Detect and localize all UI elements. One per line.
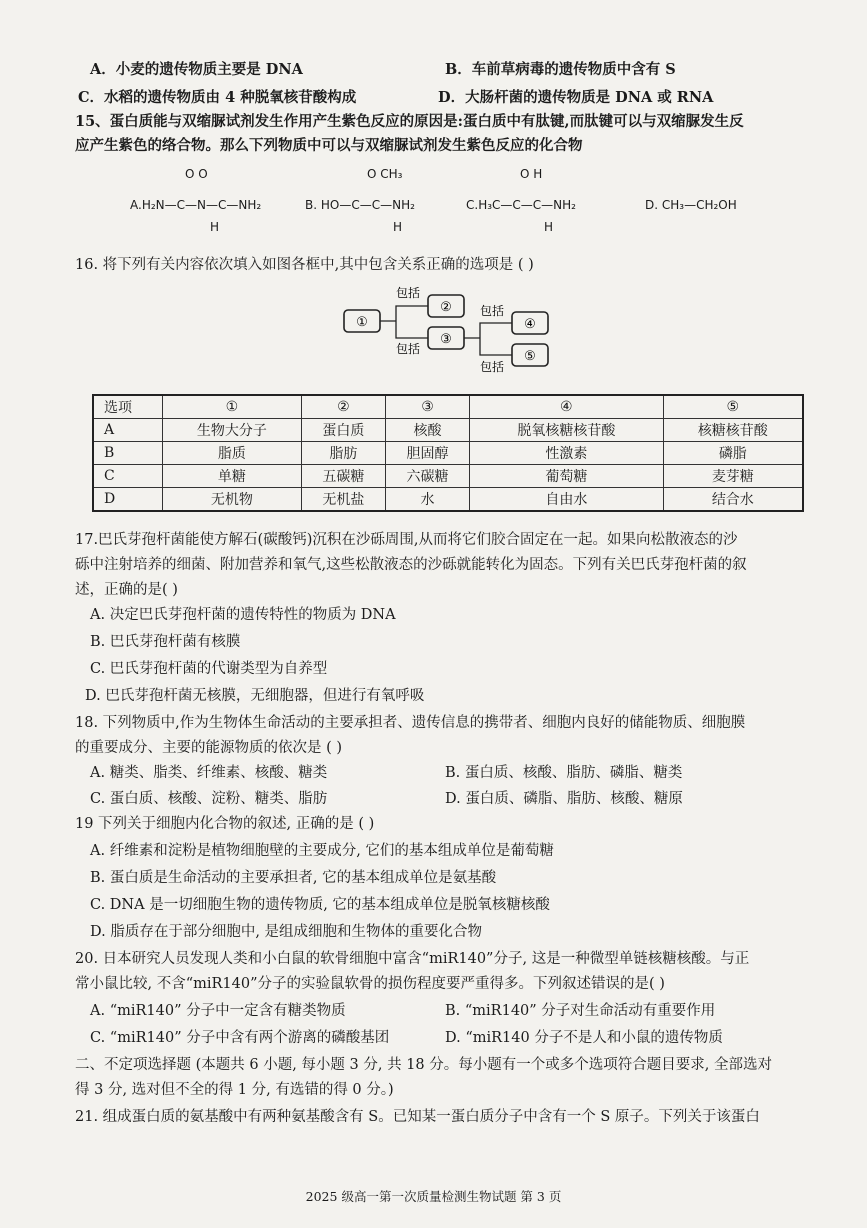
table-cell: 葡萄糖 (470, 465, 664, 488)
table-cell: 蛋白质 (301, 419, 385, 442)
q18-option-c: C. 蛋白质、核酸、淀粉、糖类、脂肪 (90, 791, 328, 807)
q20-stem-line1: 20. 日本研究人员发现人类和小白鼠的软骨细胞中富含“miR140”分子, 这是一种微型单链核糖核酸。与正 (75, 951, 750, 967)
section2-instructions-line2: 得 3 分, 选对但不全的得 1 分, 有选错的得 0 分。) (75, 1082, 394, 1098)
table-row (93, 465, 803, 488)
table-cell: 无机物 (163, 488, 302, 512)
q15-c-formula: C.H₃C—C—C—NH₂ (466, 198, 576, 212)
q19-option-d: D. 脂质存在于部分细胞中, 是组成细胞和生物体的重要化合物 (90, 924, 483, 940)
q17-option-a: A. 决定巴氏芽孢杆菌的遗传特性的物质为 DNA (90, 607, 396, 623)
q16-stem: 16. 将下列有关内容依次填入如图各框中,其中包含关系正确的选项是 ( ) (75, 257, 534, 273)
q15-b-bottom: H (393, 220, 403, 234)
q15-a-top: O O (185, 167, 208, 181)
table-cell: 脂质 (163, 442, 302, 465)
diagram-label-1: ① (356, 315, 368, 330)
q14-option-a: A．小麦的遗传物质主要是 DNA (90, 61, 303, 78)
section2-instructions-line1: 二、不定项选择题 (本题共 6 小题, 每小题 3 分, 共 18 分。每小题有一个或多个选项符合题目要求, 全部选对 (75, 1057, 772, 1073)
q16-options-table (92, 394, 804, 512)
table-cell: 性激素 (470, 442, 664, 465)
table-cell: D (93, 488, 163, 512)
q15-b-formula: B. HO—C—C—NH₂ (305, 198, 415, 212)
diagram-label-4: ④ (524, 317, 536, 332)
table-header-cell: ④ (470, 395, 664, 419)
table-cell: A (93, 419, 163, 442)
table-row (93, 442, 803, 465)
q14-option-d: D．大肠杆菌的遗传物质是 DNA 或 RNA (438, 89, 714, 106)
table-cell: 胆固醇 (385, 442, 469, 465)
q16-inclusion-diagram (340, 285, 560, 375)
q19-stem: 19 下列关于细胞内化合物的叙述, 正确的是 ( ) (75, 816, 375, 832)
table-cell: 脱氧核糖核苷酸 (470, 419, 664, 442)
q15-stem-line1: 15、蛋白质能与双缩脲试剂发生作用产生紫色反应的原因是:蛋白质中有肽键,而肽键可以与双缩脲发生反 (75, 113, 744, 130)
q19-option-a: A. 纤维素和淀粉是植物细胞壁的主要成分, 它们的基本组成单位是葡萄糖 (90, 843, 554, 859)
table-cell: 水 (385, 488, 469, 512)
diagram-include-label: 包括 (480, 304, 505, 318)
q20-option-b: B. “miR140” 分子对生命活动有重要作用 (445, 1003, 716, 1019)
diagram-include-label: 包括 (396, 286, 421, 300)
diagram-include-label: 包括 (396, 342, 421, 356)
table-cell: 单糖 (163, 465, 302, 488)
table-cell: 六碳糖 (385, 465, 469, 488)
diagram-label-2: ② (440, 300, 452, 315)
q18-stem-line1: 18. 下列物质中,作为生物体生命活动的主要承担者、遗传信息的携带者、细胞内良好的储能物质、细胞膜 (75, 715, 746, 731)
q17-stem-line2: 砾中注射培养的细菌、附加营养和氧气,这些松散液态的沙砾就能转化为固态。下列有关巴氏芽孢杆菌的叙 (75, 557, 747, 573)
table-cell: 麦芽糖 (663, 465, 803, 488)
q14-option-c: C．水稻的遗传物质由 4 种脱氧核苷酸构成 (78, 89, 357, 106)
q17-stem-line3: 述，正确的是( ) (75, 582, 178, 598)
q17-option-c: C. 巴氏芽孢杆菌的代谢类型为自养型 (90, 661, 328, 677)
q20-option-d: D. “miR140 分子不是人和小鼠的遗传物质 (445, 1030, 723, 1046)
q18-option-d: D. 蛋白质、磷脂、脂肪、核酸、糖原 (445, 791, 683, 807)
table-header-cell: ② (301, 395, 385, 419)
table-header-cell: ⑤ (663, 395, 803, 419)
table-cell: 核糖核苷酸 (663, 419, 803, 442)
q15-a-formula: A.H₂N—C—N—C—NH₂ (130, 198, 262, 212)
table-header-row (93, 395, 803, 419)
table-cell: 自由水 (470, 488, 664, 512)
diagram-label-5: ⑤ (524, 349, 536, 364)
table-cell: 无机盐 (301, 488, 385, 512)
table-cell: 磷脂 (663, 442, 803, 465)
table-cell: 核酸 (385, 419, 469, 442)
page-footer: 2025 级高一第一次质量检测生物试题 第 3 页 (305, 1189, 562, 1204)
q15-d-formula: D. CH₃—CH₂OH (645, 198, 737, 212)
table-header-cell: ③ (385, 395, 469, 419)
q18-option-b: B. 蛋白质、核酸、脂肪、磷脂、糖类 (445, 765, 683, 781)
q15-c-top: O H (520, 167, 543, 181)
diagram-include-label: 包括 (480, 360, 505, 374)
q14-option-b: B．车前草病毒的遗传物质中含有 S (445, 61, 676, 78)
q15-stem-line2: 应产生紫色的络合物。那么下列物质中可以与双缩脲试剂发生紫色反应的化合物 (75, 137, 583, 154)
table-header-cell: ① (163, 395, 302, 419)
table-cell: 脂肪 (301, 442, 385, 465)
diagram-label-3: ③ (440, 332, 452, 347)
q15-a-bottom: H (210, 220, 220, 234)
table-cell: C (93, 465, 163, 488)
table-cell: B (93, 442, 163, 465)
q18-stem-line2: 的重要成分、主要的能源物质的依次是 ( ) (75, 740, 343, 756)
q15-c-bottom: H (544, 220, 554, 234)
q15-b-top: O CH₃ (367, 167, 403, 181)
table-header-cell: 选项 (93, 395, 163, 419)
q17-option-d: D. 巴氏芽孢杆菌无核膜，无细胞器，但进行有氧呼吸 (85, 688, 425, 704)
q21-stem-line1: 21. 组成蛋白质的氨基酸中有两种氨基酸含有 S。已知某一蛋白质分子中含有一个 S 原子。下列关于该蛋白 (75, 1109, 760, 1125)
table-row (93, 419, 803, 442)
q17-stem-line1: 17.巴氏芽孢杆菌能使方解石(碳酸钙)沉积在沙砾周围,从而将它们胶合固定在一起。如果向松散液态的沙 (75, 532, 738, 548)
table-cell: 生物大分子 (163, 419, 302, 442)
table-cell: 五碳糖 (301, 465, 385, 488)
q20-stem-line2: 常小鼠比较, 不含“miR140”分子的实验鼠软骨的损伤程度要严重得多。下列叙述错误的是( ) (75, 976, 665, 992)
q17-option-b: B. 巴氏芽孢杆菌有核膜 (90, 634, 241, 650)
table-row (93, 488, 803, 512)
q20-option-c: C. “miR140” 分子中含有两个游离的磷酸基团 (90, 1030, 390, 1046)
q19-option-b: B. 蛋白质是生命活动的主要承担者, 它的基本组成单位是氨基酸 (90, 870, 497, 886)
q20-option-a: A. “miR140” 分子中一定含有糖类物质 (90, 1003, 346, 1019)
table-cell: 结合水 (663, 488, 803, 512)
q18-option-a: A. 糖类、脂类、纤维素、核酸、糖类 (90, 765, 328, 781)
q19-option-c: C. DNA 是一切细胞生物的遗传物质, 它的基本组成单位是脱氧核糖核酸 (90, 897, 550, 913)
